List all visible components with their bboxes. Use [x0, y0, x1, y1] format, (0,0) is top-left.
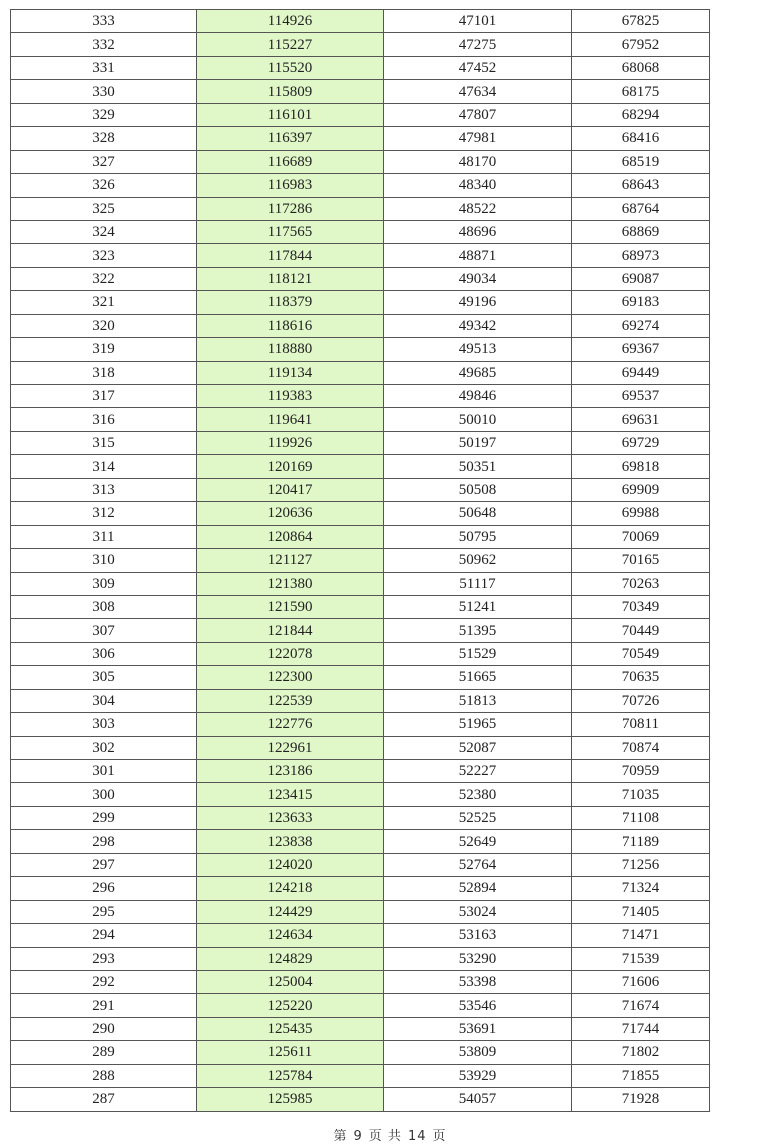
value-cell-a: 53024 [384, 900, 572, 923]
score-cell: 310 [11, 549, 197, 572]
table-row [11, 33, 710, 56]
value-cell-b: 70263 [572, 572, 710, 595]
score-cell: 314 [11, 455, 197, 478]
highlight-cell: 119383 [197, 385, 384, 408]
score-cell: 300 [11, 783, 197, 806]
highlight-cell: 122300 [197, 666, 384, 689]
value-cell-b: 70874 [572, 736, 710, 759]
value-cell-a: 53163 [384, 924, 572, 947]
table-row [11, 127, 710, 150]
value-cell-a: 49685 [384, 361, 572, 384]
value-cell-a: 48340 [384, 174, 572, 197]
value-cell-b: 70726 [572, 689, 710, 712]
value-cell-b: 68175 [572, 80, 710, 103]
score-cell: 319 [11, 338, 197, 361]
value-cell-b: 69274 [572, 314, 710, 337]
value-cell-a: 50648 [384, 502, 572, 525]
table-row [11, 994, 710, 1017]
highlight-cell: 123415 [197, 783, 384, 806]
highlight-cell: 116689 [197, 150, 384, 173]
highlight-cell: 120169 [197, 455, 384, 478]
value-cell-b: 70449 [572, 619, 710, 642]
score-cell: 299 [11, 806, 197, 829]
score-cell: 287 [11, 1088, 197, 1111]
highlight-cell: 125784 [197, 1064, 384, 1087]
highlight-cell: 122078 [197, 642, 384, 665]
value-cell-a: 50962 [384, 549, 572, 572]
highlight-cell: 115520 [197, 56, 384, 79]
table-row [11, 150, 710, 173]
value-cell-b: 68973 [572, 244, 710, 267]
score-cell: 301 [11, 760, 197, 783]
value-cell-a: 53929 [384, 1064, 572, 1087]
highlight-cell: 114926 [197, 10, 384, 33]
score-cell: 289 [11, 1041, 197, 1064]
highlight-cell: 121590 [197, 595, 384, 618]
score-cell: 295 [11, 900, 197, 923]
value-cell-a: 50351 [384, 455, 572, 478]
highlight-cell: 123633 [197, 806, 384, 829]
score-cell: 329 [11, 103, 197, 126]
value-cell-a: 52764 [384, 853, 572, 876]
highlight-cell: 119926 [197, 431, 384, 454]
value-cell-a: 48871 [384, 244, 572, 267]
value-cell-a: 53809 [384, 1041, 572, 1064]
value-cell-b: 71189 [572, 830, 710, 853]
value-cell-a: 52649 [384, 830, 572, 853]
value-cell-b: 71471 [572, 924, 710, 947]
score-cell: 308 [11, 595, 197, 618]
value-cell-b: 69449 [572, 361, 710, 384]
score-cell: 288 [11, 1064, 197, 1087]
table-row [11, 806, 710, 829]
value-cell-a: 52894 [384, 877, 572, 900]
value-cell-b: 69818 [572, 455, 710, 478]
value-cell-b: 69729 [572, 431, 710, 454]
score-cell: 304 [11, 689, 197, 712]
value-cell-b: 69087 [572, 267, 710, 290]
value-cell-a: 49342 [384, 314, 572, 337]
value-cell-b: 68764 [572, 197, 710, 220]
table-row [11, 502, 710, 525]
footer-total-pages: 14 [407, 1129, 427, 1144]
score-cell: 306 [11, 642, 197, 665]
highlight-cell: 122539 [197, 689, 384, 712]
table-row [11, 525, 710, 548]
highlight-cell: 120864 [197, 525, 384, 548]
highlight-cell: 120417 [197, 478, 384, 501]
highlight-cell: 117565 [197, 220, 384, 243]
score-cell: 297 [11, 853, 197, 876]
highlight-cell: 119134 [197, 361, 384, 384]
value-cell-a: 47981 [384, 127, 572, 150]
table-row [11, 338, 710, 361]
value-cell-b: 71405 [572, 900, 710, 923]
table-row [11, 455, 710, 478]
value-cell-b: 69183 [572, 291, 710, 314]
value-cell-b: 70349 [572, 595, 710, 618]
highlight-cell: 117286 [197, 197, 384, 220]
highlight-cell: 115227 [197, 33, 384, 56]
table-row [11, 572, 710, 595]
score-cell: 313 [11, 478, 197, 501]
table-row [11, 197, 710, 220]
highlight-cell: 125985 [197, 1088, 384, 1111]
value-cell-a: 50010 [384, 408, 572, 431]
score-cell: 328 [11, 127, 197, 150]
score-cell: 292 [11, 970, 197, 993]
value-cell-a: 49196 [384, 291, 572, 314]
value-cell-a: 51395 [384, 619, 572, 642]
footer-page-number: 9 [353, 1129, 363, 1144]
score-cell: 331 [11, 56, 197, 79]
table-row [11, 10, 710, 33]
score-cell: 298 [11, 830, 197, 853]
footer-middle: 页 共 [368, 1129, 402, 1144]
value-cell-b: 71324 [572, 877, 710, 900]
table-row [11, 713, 710, 736]
score-cell: 322 [11, 267, 197, 290]
value-cell-a: 49034 [384, 267, 572, 290]
value-cell-a: 51117 [384, 572, 572, 595]
score-cell: 325 [11, 197, 197, 220]
highlight-cell: 119641 [197, 408, 384, 431]
score-cell: 311 [11, 525, 197, 548]
table-row [11, 760, 710, 783]
value-cell-a: 47275 [384, 33, 572, 56]
value-cell-b: 67952 [572, 33, 710, 56]
table-row [11, 595, 710, 618]
value-cell-b: 71855 [572, 1064, 710, 1087]
score-cell: 312 [11, 502, 197, 525]
value-cell-a: 47452 [384, 56, 572, 79]
table-row [11, 642, 710, 665]
value-cell-a: 47634 [384, 80, 572, 103]
value-cell-b: 67825 [572, 10, 710, 33]
table-row [11, 103, 710, 126]
highlight-cell: 124829 [197, 947, 384, 970]
value-cell-a: 53546 [384, 994, 572, 1017]
highlight-cell: 118616 [197, 314, 384, 337]
value-cell-b: 69367 [572, 338, 710, 361]
highlight-cell: 124634 [197, 924, 384, 947]
value-cell-b: 71606 [572, 970, 710, 993]
value-cell-a: 53691 [384, 1017, 572, 1040]
score-cell: 332 [11, 33, 197, 56]
score-cell: 307 [11, 619, 197, 642]
highlight-cell: 116983 [197, 174, 384, 197]
score-cell: 318 [11, 361, 197, 384]
value-cell-a: 54057 [384, 1088, 572, 1111]
value-cell-b: 68068 [572, 56, 710, 79]
score-cell: 324 [11, 220, 197, 243]
score-cell: 302 [11, 736, 197, 759]
score-cell: 305 [11, 666, 197, 689]
highlight-cell: 125004 [197, 970, 384, 993]
score-cell: 317 [11, 385, 197, 408]
table-row [11, 947, 710, 970]
value-cell-a: 49513 [384, 338, 572, 361]
table-row [11, 1041, 710, 1064]
highlight-cell: 116397 [197, 127, 384, 150]
score-cell: 291 [11, 994, 197, 1017]
table-row [11, 853, 710, 876]
value-cell-b: 68869 [572, 220, 710, 243]
highlight-cell: 121844 [197, 619, 384, 642]
page-footer [0, 1125, 780, 1144]
value-cell-b: 69631 [572, 408, 710, 431]
table-row [11, 924, 710, 947]
value-cell-b: 71035 [572, 783, 710, 806]
score-cell: 296 [11, 877, 197, 900]
table-row [11, 80, 710, 103]
value-cell-b: 68294 [572, 103, 710, 126]
score-cell: 290 [11, 1017, 197, 1040]
score-cell: 303 [11, 713, 197, 736]
value-cell-a: 51241 [384, 595, 572, 618]
table-row [11, 689, 710, 712]
highlight-cell: 124020 [197, 853, 384, 876]
value-cell-b: 71539 [572, 947, 710, 970]
table-row [11, 549, 710, 572]
score-cell: 333 [11, 10, 197, 33]
highlight-cell: 118379 [197, 291, 384, 314]
table-row [11, 1017, 710, 1040]
footer-prefix: 第 [333, 1129, 348, 1144]
footer-suffix: 页 [432, 1129, 447, 1144]
value-cell-a: 51965 [384, 713, 572, 736]
value-cell-b: 71744 [572, 1017, 710, 1040]
table-row [11, 431, 710, 454]
value-cell-b: 70165 [572, 549, 710, 572]
value-cell-b: 71674 [572, 994, 710, 1017]
highlight-cell: 121127 [197, 549, 384, 572]
highlight-cell: 116101 [197, 103, 384, 126]
score-cell: 315 [11, 431, 197, 454]
score-cell: 330 [11, 80, 197, 103]
score-cell: 327 [11, 150, 197, 173]
value-cell-a: 50508 [384, 478, 572, 501]
value-cell-a: 51813 [384, 689, 572, 712]
value-cell-b: 68416 [572, 127, 710, 150]
table-row [11, 408, 710, 431]
score-cell: 316 [11, 408, 197, 431]
highlight-cell: 124218 [197, 877, 384, 900]
highlight-cell: 125220 [197, 994, 384, 1017]
highlight-cell: 115809 [197, 80, 384, 103]
highlight-cell: 124429 [197, 900, 384, 923]
highlight-cell: 125435 [197, 1017, 384, 1040]
value-cell-a: 51529 [384, 642, 572, 665]
highlight-cell: 122776 [197, 713, 384, 736]
value-cell-b: 69909 [572, 478, 710, 501]
value-cell-b: 68643 [572, 174, 710, 197]
table-row [11, 666, 710, 689]
value-cell-a: 47101 [384, 10, 572, 33]
score-cell: 326 [11, 174, 197, 197]
score-cell: 320 [11, 314, 197, 337]
value-cell-b: 71256 [572, 853, 710, 876]
score-table [10, 9, 710, 1112]
table-row [11, 244, 710, 267]
table-row [11, 56, 710, 79]
highlight-cell: 123838 [197, 830, 384, 853]
highlight-cell: 122961 [197, 736, 384, 759]
value-cell-a: 52227 [384, 760, 572, 783]
highlight-cell: 118121 [197, 267, 384, 290]
table-body [11, 10, 710, 1112]
value-cell-a: 52525 [384, 806, 572, 829]
table-row [11, 361, 710, 384]
value-cell-b: 70549 [572, 642, 710, 665]
highlight-cell: 123186 [197, 760, 384, 783]
highlight-cell: 125611 [197, 1041, 384, 1064]
value-cell-a: 53398 [384, 970, 572, 993]
value-cell-a: 49846 [384, 385, 572, 408]
score-cell: 293 [11, 947, 197, 970]
score-cell: 294 [11, 924, 197, 947]
value-cell-b: 71802 [572, 1041, 710, 1064]
value-cell-b: 71108 [572, 806, 710, 829]
value-cell-b: 70811 [572, 713, 710, 736]
score-cell: 309 [11, 572, 197, 595]
value-cell-a: 52087 [384, 736, 572, 759]
table-row [11, 267, 710, 290]
highlight-cell: 118880 [197, 338, 384, 361]
value-cell-b: 70069 [572, 525, 710, 548]
highlight-cell: 120636 [197, 502, 384, 525]
value-cell-b: 71928 [572, 1088, 710, 1111]
table-row [11, 314, 710, 337]
score-cell: 321 [11, 291, 197, 314]
value-cell-b: 69537 [572, 385, 710, 408]
value-cell-a: 50795 [384, 525, 572, 548]
value-cell-a: 48170 [384, 150, 572, 173]
value-cell-b: 70635 [572, 666, 710, 689]
table-row [11, 736, 710, 759]
table-row [11, 478, 710, 501]
table-row [11, 783, 710, 806]
value-cell-a: 52380 [384, 783, 572, 806]
table-row [11, 220, 710, 243]
table-row [11, 291, 710, 314]
value-cell-a: 53290 [384, 947, 572, 970]
value-cell-a: 48522 [384, 197, 572, 220]
table-row [11, 877, 710, 900]
table-row [11, 1064, 710, 1087]
table-row [11, 619, 710, 642]
value-cell-a: 50197 [384, 431, 572, 454]
table-row [11, 830, 710, 853]
value-cell-b: 69988 [572, 502, 710, 525]
value-cell-b: 68519 [572, 150, 710, 173]
highlight-cell: 117844 [197, 244, 384, 267]
table-row [11, 174, 710, 197]
value-cell-a: 51665 [384, 666, 572, 689]
value-cell-a: 47807 [384, 103, 572, 126]
table-row [11, 900, 710, 923]
table-row [11, 1088, 710, 1111]
value-cell-a: 48696 [384, 220, 572, 243]
highlight-cell: 121380 [197, 572, 384, 595]
score-cell: 323 [11, 244, 197, 267]
table-row [11, 385, 710, 408]
value-cell-b: 70959 [572, 760, 710, 783]
table-row [11, 970, 710, 993]
